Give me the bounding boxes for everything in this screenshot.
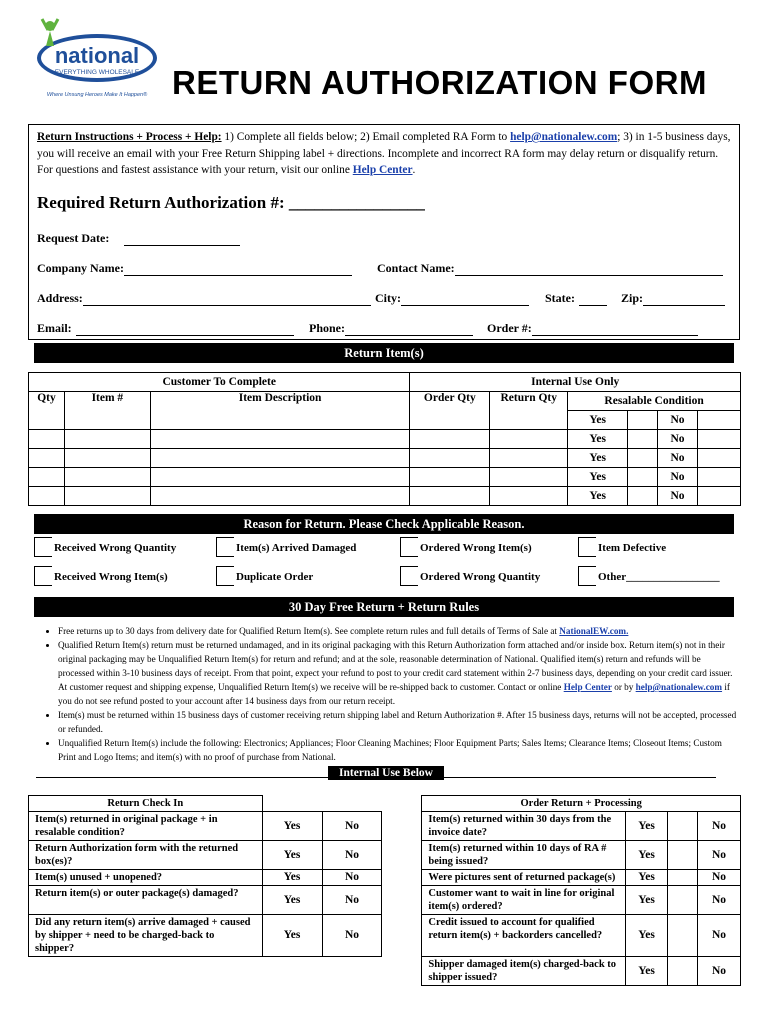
- desc-cell[interactable]: [150, 449, 410, 468]
- spacer: [262, 796, 422, 812]
- required-ra-number: Required Return Authorization #: ________________: [37, 193, 425, 212]
- rule-item: • Item(s) must be returned within 15 business days of customer receiving return shipping label and Return Authorization #. After 15 business days, returns will not be accepted, processed or refunded.: [58, 708, 738, 736]
- help-center-link[interactable]: Help Center: [352, 164, 413, 176]
- instructions-text-2: ; 3) in 1-5 business days, you will receive an email with your Free Return Shipping label + directions. Incomplete and incorrect RA form may delay return or disqualify return. For questions and fastest assistance with your return, visit our online: [37, 131, 731, 176]
- spacer: [382, 957, 422, 986]
- table-row: [29, 870, 741, 886]
- instructions-text-1: 1) Complete all fields below; 2) Email completed RA Form to: [221, 131, 511, 143]
- check-question: Item(s) returned within 30 days from the invoice date?: [422, 812, 626, 841]
- reason-label: Ordered Wrong Quantity: [420, 571, 541, 583]
- internal-use-header: Internal Use Only: [410, 373, 741, 392]
- item-cell[interactable]: [64, 487, 150, 506]
- email-link[interactable]: help@nationalew.com: [510, 131, 618, 143]
- check-no[interactable]: No: [322, 812, 382, 841]
- rule-text: if you do not see refund posted to your account after 14 business days from our return receipt.: [58, 682, 730, 706]
- svg-text:Where Unsung Heroes Make It Ha: Where Unsung Heroes Make It Happen®: [46, 92, 148, 98]
- check-no[interactable]: No: [698, 886, 741, 915]
- qty-cell[interactable]: [29, 487, 65, 506]
- reason-checkbox[interactable]: [578, 537, 596, 557]
- check-question: Return Authorization form with the returned box(es)?: [29, 841, 263, 870]
- request-date-field[interactable]: [124, 232, 240, 246]
- check-question: Item(s) unused + unopened?: [29, 870, 263, 886]
- desc-cell[interactable]: [150, 430, 410, 449]
- qty-cell[interactable]: [29, 449, 65, 468]
- reason-checkbox[interactable]: [34, 566, 52, 586]
- state-field[interactable]: [579, 292, 607, 306]
- return-check-in-header: Return Check In: [29, 796, 263, 812]
- internal-use-below-label: Internal Use Below: [328, 766, 444, 780]
- reason-checkbox[interactable]: [34, 537, 52, 557]
- table-row: [29, 957, 741, 986]
- reason-checkbox[interactable]: [216, 537, 234, 557]
- cell-no: No: [658, 430, 698, 449]
- rule-item: [58, 624, 738, 638]
- address-label: Address:: [37, 291, 83, 305]
- svg-text:EVERYTHING WHOLESALE: EVERYTHING WHOLESALE: [54, 69, 140, 76]
- table-row: [29, 841, 741, 870]
- yes-box[interactable]: [628, 468, 658, 487]
- reason-label: Received Wrong Quantity: [54, 542, 177, 554]
- zip-label: Zip:: [621, 291, 644, 305]
- yes-box[interactable]: [628, 487, 658, 506]
- request-date-label: Request Date:: [37, 231, 110, 245]
- spacer: [322, 957, 382, 986]
- order-label: Order #:: [487, 321, 532, 335]
- cell-no: No: [658, 487, 698, 506]
- cell-no: No: [658, 411, 698, 430]
- check-question: Item(s) returned within 10 days of RA # being issued?: [422, 841, 626, 870]
- nationalew-link[interactable]: NationalEW.com.: [559, 626, 629, 636]
- check-yes[interactable]: Yes: [262, 812, 322, 841]
- order-qty-cell[interactable]: [410, 468, 490, 487]
- return-qty-cell[interactable]: [490, 468, 568, 487]
- reason-bar: Reason for Return. Please Check Applicable Reason.: [34, 514, 734, 534]
- reason-checkbox[interactable]: [578, 566, 596, 586]
- instructions-lead: Return Instructions + Process + Help:: [37, 131, 222, 143]
- email-field[interactable]: [76, 322, 294, 336]
- check-yes[interactable]: Yes: [626, 957, 668, 986]
- table-row: [29, 468, 741, 487]
- company-name-field[interactable]: [124, 262, 352, 276]
- return-items-bar: Return Item(s): [34, 343, 734, 363]
- spacer: [382, 841, 422, 870]
- no-box[interactable]: [698, 468, 741, 487]
- check-yes[interactable]: Yes: [262, 870, 322, 886]
- reason-checkbox[interactable]: [216, 566, 234, 586]
- state-label: State:: [545, 291, 575, 305]
- check-no[interactable]: No: [322, 870, 382, 886]
- spacer: [262, 957, 322, 986]
- instructions: [37, 129, 733, 179]
- spacer: [382, 870, 422, 886]
- col-item-description: Item Description: [150, 392, 410, 430]
- phone-label: Phone:: [309, 321, 345, 335]
- table-row: [29, 812, 741, 841]
- spacer: [29, 957, 263, 986]
- form-title: RETURN AUTHORIZATION FORM: [172, 64, 707, 101]
- city-field[interactable]: [401, 292, 529, 306]
- cell-yes: Yes: [568, 487, 628, 506]
- check-yes[interactable]: Yes: [626, 870, 668, 886]
- table-row: [29, 487, 741, 506]
- check-yes[interactable]: Yes: [262, 841, 322, 870]
- reason-checkbox[interactable]: [400, 537, 418, 557]
- rules-list: [36, 624, 738, 764]
- check-yes[interactable]: Yes: [262, 886, 322, 915]
- check-no[interactable]: No: [698, 915, 741, 957]
- check-yes[interactable]: Yes: [626, 812, 668, 841]
- check-question: Were pictures sent of returned package(s): [422, 870, 626, 886]
- cell-yes: Yes: [568, 411, 628, 430]
- spacer: [382, 812, 422, 841]
- check-in-table: [28, 795, 741, 986]
- check-blank[interactable]: [668, 812, 698, 841]
- city-label: City:: [375, 291, 401, 305]
- order-qty-cell[interactable]: [410, 487, 490, 506]
- col-return-qty: Return Qty: [490, 392, 568, 430]
- check-blank[interactable]: [668, 870, 698, 886]
- check-blank[interactable]: [668, 841, 698, 870]
- col-item-number: Item #: [64, 392, 150, 430]
- col-order-qty: Order Qty: [410, 392, 490, 430]
- qty-cell[interactable]: [29, 468, 65, 487]
- check-no[interactable]: No: [322, 915, 382, 957]
- rules-bar: 30 Day Free Return + Return Rules: [34, 597, 734, 617]
- cell-yes: Yes: [568, 449, 628, 468]
- yes-box[interactable]: [628, 411, 658, 430]
- no-box[interactable]: [698, 449, 741, 468]
- contact-name-field[interactable]: [455, 262, 723, 276]
- order-return-processing-header: Order Return + Processing: [422, 796, 741, 812]
- rule-text: Free returns up to 30 days from delivery date for Qualified Return Item(s). See complete return rules and full details of Terms of Sale at: [58, 626, 560, 636]
- check-question: Shipper damaged item(s) charged-back to shipper issued?: [422, 957, 626, 986]
- item-cell[interactable]: [64, 430, 150, 449]
- no-box[interactable]: [698, 487, 741, 506]
- check-blank[interactable]: [668, 886, 698, 915]
- cell-yes: Yes: [568, 468, 628, 487]
- rule-item: [58, 638, 738, 708]
- instructions-text-3: .: [412, 164, 416, 176]
- check-no[interactable]: No: [698, 870, 741, 886]
- spacer: [382, 915, 422, 957]
- reason-label: Ordered Wrong Item(s): [420, 542, 532, 554]
- contact-name-label: Contact Name:: [377, 261, 455, 275]
- check-no[interactable]: No: [322, 841, 382, 870]
- return-qty-cell[interactable]: [490, 449, 568, 468]
- check-blank[interactable]: [668, 957, 698, 986]
- check-yes[interactable]: Yes: [262, 915, 322, 957]
- check-no[interactable]: No: [698, 812, 741, 841]
- order-qty-cell[interactable]: [410, 430, 490, 449]
- address-field[interactable]: [83, 292, 371, 306]
- no-box[interactable]: [698, 430, 741, 449]
- yes-box[interactable]: [628, 449, 658, 468]
- table-row: [29, 430, 741, 449]
- help-center-link[interactable]: Help Center: [563, 682, 612, 692]
- customer-info-box: [28, 124, 740, 340]
- check-yes[interactable]: Yes: [626, 915, 668, 957]
- check-question: Return item(s) or outer package(s) damaged?: [29, 886, 263, 915]
- col-qty: Qty: [29, 392, 65, 430]
- no-box[interactable]: [698, 411, 741, 430]
- item-cell[interactable]: [64, 449, 150, 468]
- reason-label: Item(s) Arrived Damaged: [236, 542, 357, 554]
- cell-yes: Yes: [568, 430, 628, 449]
- table-row: [29, 886, 741, 915]
- reason-other-label: Other_________________: [598, 571, 720, 583]
- national-logo: [34, 14, 164, 102]
- reason-label: Received Wrong Item(s): [54, 571, 168, 583]
- phone-field[interactable]: [345, 322, 473, 336]
- desc-cell[interactable]: [150, 487, 410, 506]
- rule-text: or by: [611, 682, 636, 692]
- check-no[interactable]: No: [698, 957, 741, 986]
- check-question: Item(s) returned in original package + in resalable condition?: [29, 812, 263, 841]
- rule-text: Qualified Return Item(s) return must be returned undamaged, and in its original packaging with this Return Authorization form attached and/or inside box. Return item(s) not in their original packaging may be Unqualified Return Item(s) for return and refund; and at the sole, reasonable determination of National. Qualified item(s) return and refunds will be processed within 3-10 business days of receipt. From that point, expect your refund to post to your credit card statement within 2-7 business days, depending on your credit card issuer. At customer request and shipping expense, Unqualified Return Item(s) we receive will be re-shipped back to customer. Contact or online: [58, 640, 733, 692]
- desc-cell[interactable]: [150, 468, 410, 487]
- reason-label: Item Defective: [598, 542, 667, 554]
- yes-box[interactable]: [628, 430, 658, 449]
- reason-label: Duplicate Order: [236, 571, 314, 583]
- check-no[interactable]: No: [322, 886, 382, 915]
- table-row: [29, 449, 741, 468]
- check-yes[interactable]: Yes: [626, 841, 668, 870]
- qty-cell[interactable]: [29, 430, 65, 449]
- check-question: Customer want to wait in line for original item(s) ordered?: [422, 886, 626, 915]
- check-blank[interactable]: [668, 915, 698, 957]
- zip-field[interactable]: [643, 292, 725, 306]
- cell-no: No: [658, 449, 698, 468]
- return-qty-cell[interactable]: [490, 487, 568, 506]
- cell-no: No: [658, 468, 698, 487]
- reason-checkbox[interactable]: [400, 566, 418, 586]
- return-items-table: [28, 372, 741, 506]
- company-name-label: Company Name:: [37, 261, 124, 275]
- rule-item: • Unqualified Return Item(s) include the following: Electronics; Appliances; Floor Cleaning Machines; Floor Equipment Parts; Sales Items; Clearance Items; Closeout Items; Custom Print and Logo Items; and item(s) with no proof of purchase from National.: [58, 736, 738, 764]
- check-question: Credit issued to account for qualified return item(s) + backorders cancelled?: [422, 915, 626, 957]
- customer-complete-header: Customer To Complete: [29, 373, 410, 392]
- order-number-field[interactable]: [532, 322, 698, 336]
- spacer: [382, 886, 422, 915]
- check-no[interactable]: No: [698, 841, 741, 870]
- check-yes[interactable]: Yes: [626, 886, 668, 915]
- check-question: Did any return item(s) arrive damaged + caused by shipper + need to be charged-back to shipper?: [29, 915, 263, 957]
- item-cell[interactable]: [64, 468, 150, 487]
- email-link[interactable]: help@nationalew.com: [635, 682, 723, 692]
- table-row: [29, 915, 741, 957]
- svg-text:national: national: [54, 43, 140, 68]
- col-resalable-condition: Resalable Condition: [568, 392, 741, 411]
- return-qty-cell[interactable]: [490, 430, 568, 449]
- order-qty-cell[interactable]: [410, 449, 490, 468]
- email-label: Email:: [37, 321, 72, 335]
